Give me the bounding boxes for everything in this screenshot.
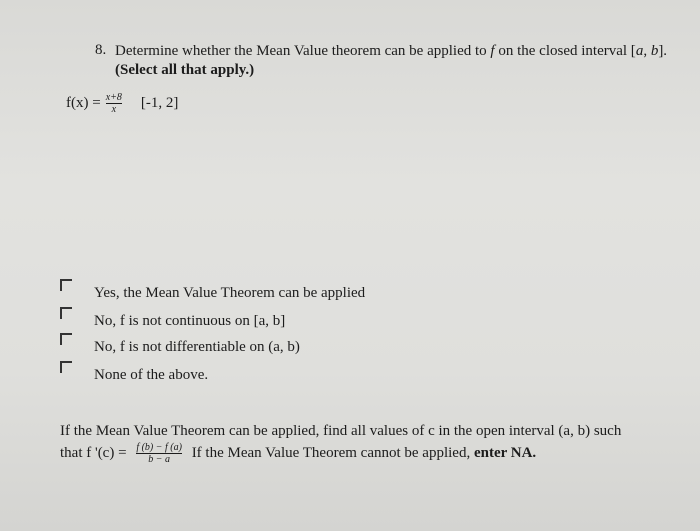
- question-text: Determine whether the Mean Value theorem can be applied to f on the closed interval [a, b]. (Select all that apply.): [115, 43, 668, 78]
- function-fraction: [106, 92, 122, 115]
- answer-instructions: [60, 421, 670, 465]
- option-label: Yes, the Mean Value Theorem can be applied: [94, 285, 366, 301]
- mvt-fraction: $\frac{f (b) - f (a)}{b - a}$: [136, 442, 182, 465]
- numerator: x+8: [105, 92, 122, 103]
- option-label: No, f is not continuous on [a, b]: [94, 313, 286, 329]
- question-number: 8.: [95, 42, 107, 58]
- option-label: No, f is not differentiable on (a, b): [94, 339, 300, 355]
- checkbox[interactable]: [60, 279, 72, 291]
- option-yes[interactable]: [60, 285, 365, 302]
- footer-line-1: If the Mean Value Theorem can be applied, find all values of c in the open interval (a, b) such: [60, 423, 622, 439]
- select-all-instruction: (Select all that apply.): [115, 62, 255, 78]
- denominator: x: [111, 104, 117, 115]
- option-none[interactable]: [60, 367, 208, 384]
- checkbox[interactable]: [60, 361, 72, 373]
- enter-na-instruction: enter NA.: [473, 444, 537, 461]
- option-not-differentiable[interactable]: [60, 339, 300, 356]
- checkbox[interactable]: [60, 307, 72, 319]
- closed-interval: [-1, 2]: [140, 95, 179, 111]
- option-label: None of the above.: [94, 367, 209, 383]
- function-definition: [66, 92, 178, 115]
- option-not-continuous[interactable]: [60, 313, 285, 330]
- function-lhs: f(x) =: [66, 95, 101, 111]
- footer-line-2: that f '(c) = $\frac{f (b) - f (a)}{b - a}$ If the Mean Value Theorem cannot be applied, enter NA.: [60, 442, 537, 465]
- checkbox[interactable]: [60, 333, 72, 345]
